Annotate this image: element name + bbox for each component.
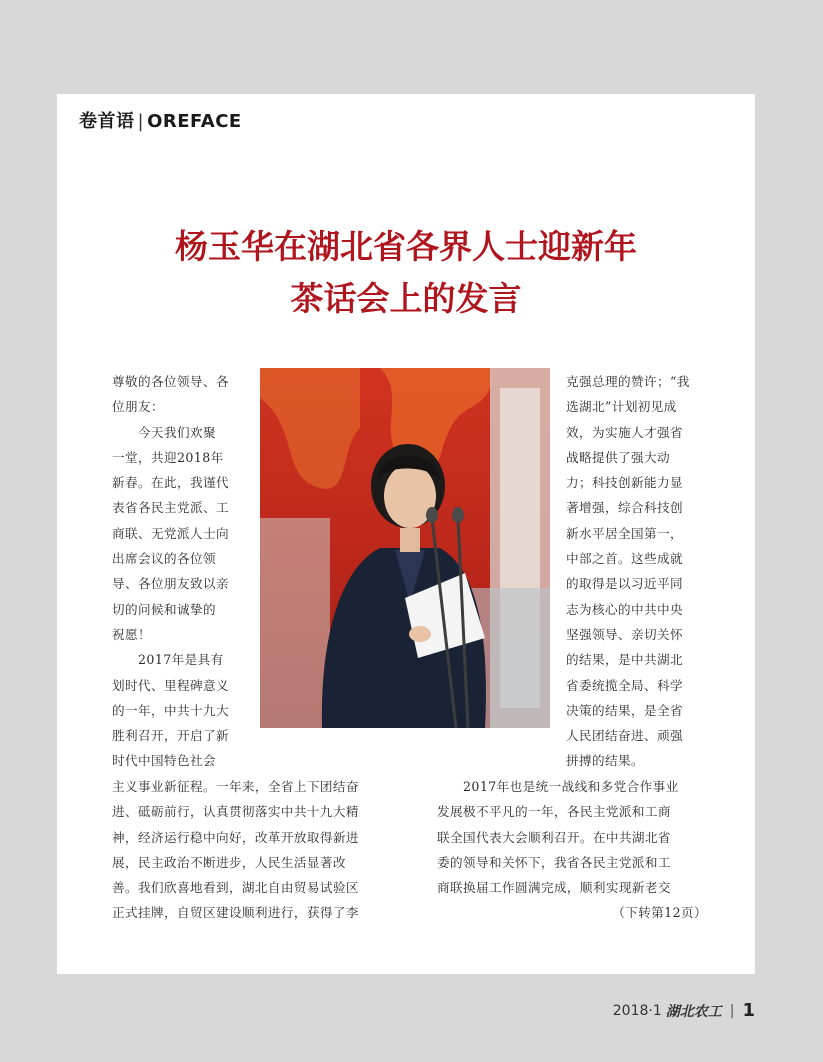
text-line: 著增强，综合科技创: [566, 500, 683, 516]
page-sheet: [57, 94, 755, 974]
section-label-cn: 卷首语: [79, 111, 135, 132]
text-line: 出席会议的各位领: [112, 551, 216, 567]
right-narrow-column: [566, 369, 706, 774]
text-line: 拼搏的结果。: [566, 753, 644, 769]
speaker-photo: [260, 368, 550, 728]
text-line: 位朋友：: [112, 399, 164, 415]
text-line: 坚强领导、亲切关怀: [566, 626, 683, 642]
text-line: 尊敬的各位领导、各: [112, 374, 229, 389]
text-line: 胜利召开，开启了新: [112, 728, 229, 744]
text-line: 效，为实施人才强省: [566, 424, 683, 440]
text-line: 2017年也是统一战线和多党合作事业: [463, 779, 679, 794]
section-label-en: OREFACE: [147, 111, 242, 132]
text-line: 新春。在此，我谨代: [112, 475, 229, 491]
text-line: 主义事业新征程。一年来，全省上下团结奋: [112, 779, 359, 794]
text-line: 神，经济运行稳中向好，改革开放取得新进: [112, 829, 359, 845]
issue-label: 2018·1: [612, 1002, 662, 1019]
text-line: 克强总理的赞许；“我: [566, 374, 690, 389]
text-line: 力；科技创新能力显: [566, 475, 683, 491]
text-line: 联全国代表大会顺利召开。在中共湖北省: [437, 829, 671, 845]
page-number: 1: [742, 1000, 755, 1021]
text-line: 商联、无党派人士向: [112, 525, 229, 541]
text-line: 战略提供了强大动: [566, 449, 670, 465]
text-line: 中部之首。这些成就: [566, 551, 683, 567]
text-line: 表省各民主党派、工: [112, 500, 229, 516]
text-line: 正式挂牌，自贸区建设顺利进行，获得了李: [112, 905, 359, 921]
footer-separator: |: [729, 1002, 735, 1019]
page-footer: [613, 1000, 755, 1021]
text-line: 展，民主政治不断进步，人民生活显著改: [112, 854, 346, 870]
text-line: 志为核心的中共中央: [566, 601, 683, 617]
text-line: 时代中国特色社会: [112, 753, 216, 769]
text-line: 今天我们欢聚: [138, 424, 216, 440]
text-line: 2017年是具有: [138, 652, 224, 668]
text-line: 的结果，是中共湖北: [566, 652, 683, 668]
left-narrow-column: [112, 369, 242, 774]
speaker-photo-illustration: [260, 368, 550, 728]
text-line: 祝愿！: [112, 626, 151, 642]
text-line: 导、各位朋友致以亲: [112, 576, 229, 592]
text-line: 切的问候和诚挚的: [112, 601, 216, 617]
text-line: 决策的结果，是全省: [566, 702, 683, 718]
text-line: 省委统揽全局、科学: [566, 677, 683, 693]
magazine-name: 湖北农工: [665, 1003, 722, 1020]
text-line: 人民团结奋进、顽强: [566, 728, 683, 744]
text-line: 进、砥砺前行，认真贯彻落实中共十九大精: [112, 804, 359, 820]
text-line: 善。我们欣喜地看到，湖北自由贸易试验区: [112, 880, 359, 896]
left-wide-column: [112, 774, 382, 926]
text-line: 新水平居全国第一，: [566, 525, 683, 541]
text-line: 商联换届工作圆满完成，顺利实现新老交: [437, 880, 671, 896]
article-title-line1: 杨玉华在湖北省各界人士迎新年: [175, 227, 637, 266]
text-line: 划时代、里程碑意义: [112, 677, 229, 693]
section-separator: |: [137, 111, 145, 132]
text-line: 一堂，共迎2018年: [112, 449, 224, 465]
continued-note: （下转第12页）: [612, 905, 707, 921]
section-header: [79, 107, 242, 133]
text-line: 发展极不平凡的一年，各民主党派和工商: [437, 804, 671, 820]
text-line: 的一年，中共十九大: [112, 702, 229, 718]
text-line: 委的领导和关怀下，我省各民主党派和工: [437, 854, 671, 870]
text-line: 的取得是以习近平同: [566, 576, 683, 592]
text-line: 选湖北”计划初见成: [566, 399, 677, 415]
article-title-line2: 茶话会上的发言: [290, 279, 522, 318]
right-wide-column: [437, 774, 707, 926]
